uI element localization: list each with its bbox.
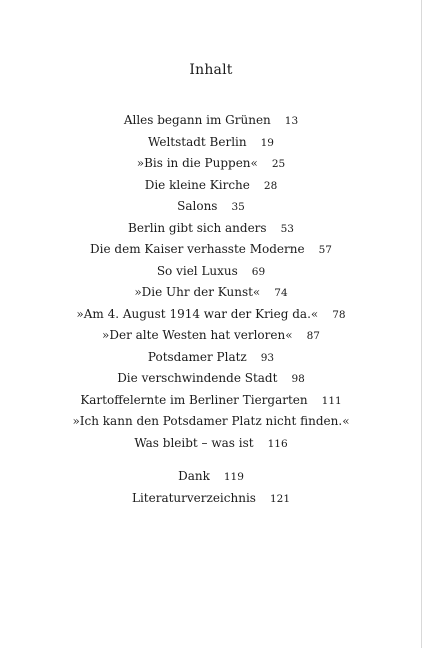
- toc-entry-title: »Bis in die Puppen«: [136, 156, 258, 170]
- toc-entry-page: 53: [280, 222, 294, 235]
- toc-entry-title: Die dem Kaiser verhasste Moderne: [90, 242, 305, 256]
- toc-entry-title: Weltstadt Berlin: [147, 134, 247, 149]
- toc-entry-page: 121: [269, 492, 290, 505]
- toc-entry-title: Was bleibt – was ist: [134, 435, 254, 450]
- toc-entry: [0, 325, 422, 347]
- toc-entry-title: So viel Luxus: [156, 263, 238, 278]
- toc-entry-page: 78: [332, 308, 346, 321]
- toc-entry-page: 111: [321, 394, 342, 407]
- toc-entry: [0, 488, 422, 510]
- toc-entry: [0, 110, 422, 132]
- toc-entry-title: Literaturverzeichnis: [131, 490, 256, 505]
- toc-entry-title: Berlin gibt sich anders: [128, 220, 267, 235]
- toc-entry-page: 87: [306, 330, 320, 342]
- toc-entry: [0, 239, 422, 261]
- toc-entry-title: Kartoffelernte im Berliner Tiergarten: [80, 392, 308, 407]
- toc-entry: [0, 433, 422, 455]
- toc-entry: [0, 347, 422, 369]
- toc-entry: [0, 390, 422, 412]
- toc-entry: [0, 411, 422, 433]
- toc-entry-title: »Die Uhr der Kunst«: [134, 285, 261, 299]
- toc-entry-title: Potsdamer Platz: [147, 349, 247, 364]
- toc-entry: [0, 153, 422, 175]
- toc-heading: Inhalt: [189, 62, 233, 78]
- toc-entry-page: 57: [318, 244, 332, 256]
- toc-entry-title: Alles begann im Grünen: [123, 113, 271, 127]
- toc-entry: [0, 466, 422, 488]
- toc-entry-page: 98: [291, 373, 305, 385]
- toc-entry: [0, 218, 422, 240]
- toc-entry: [0, 304, 422, 326]
- toc-entry-page: 69: [251, 265, 266, 278]
- toc-entry-title: »Ich kann den Potsdamer Platz nicht finden.«: [72, 414, 350, 428]
- toc-entry-title: Dank: [178, 469, 210, 483]
- toc-entry-page: 116: [267, 437, 288, 450]
- toc-entry-page: 74: [274, 287, 288, 299]
- toc-entry-title: »Am 4. August 1914 war der Krieg da.«: [76, 306, 319, 321]
- toc-entry-page: 35: [231, 201, 245, 213]
- toc-list: [0, 110, 422, 454]
- toc-entry: [0, 368, 422, 390]
- toc-entry: [0, 132, 422, 154]
- toc-entry: [0, 196, 422, 218]
- toc-entry-page: 25: [271, 158, 286, 170]
- toc-entry-page: 119: [223, 471, 244, 483]
- toc-entry-page: 93: [260, 351, 275, 364]
- toc-entry-page: 28: [263, 179, 278, 192]
- toc-entry: [0, 282, 422, 304]
- toc-entry: [0, 175, 422, 197]
- toc-entry-title: »Der alte Westen hat verloren«: [102, 328, 293, 342]
- toc-entry-page: 19: [260, 136, 274, 149]
- toc-entry-title: Die verschwindende Stadt: [117, 371, 278, 385]
- toc-entry-page: 13: [284, 115, 299, 127]
- toc-entry: [0, 261, 422, 283]
- toc-entry-title: Die kleine Kirche: [144, 177, 250, 192]
- toc-back-matter-list: [0, 466, 422, 509]
- toc-entry-title: Salons: [177, 199, 218, 213]
